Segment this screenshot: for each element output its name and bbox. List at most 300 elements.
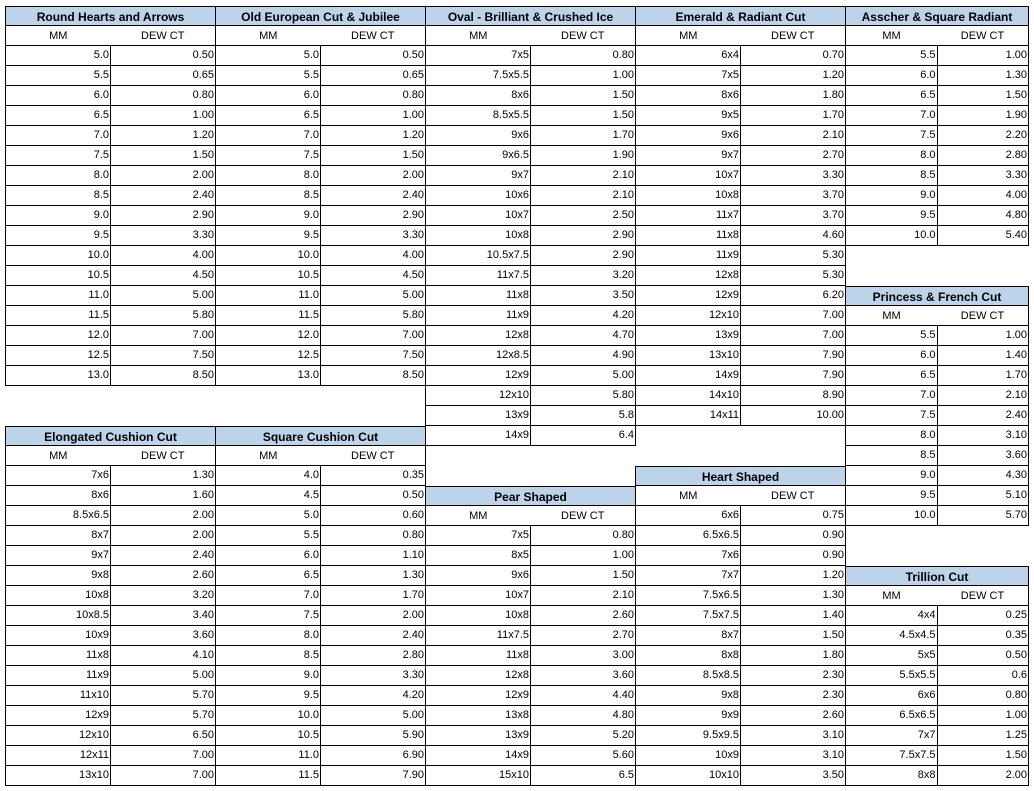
cell-dew-ct: 3.60 [192, 629, 214, 641]
cell-dew-ct: 2.40 [192, 549, 214, 561]
table-body [845, 46, 1029, 246]
cell-mm: 13x8 [426, 706, 531, 725]
cell-dew-ct: 0.80 [612, 529, 634, 541]
table-row [426, 106, 635, 126]
column-header-dew-ct: DEW CT [561, 30, 605, 42]
cell-dew-ct: 1.10 [402, 549, 424, 561]
cell-mm: 12.5 [6, 346, 111, 365]
table-row [636, 586, 845, 606]
column-header-dew-ct: DEW CT [960, 30, 1005, 42]
column-header-row [845, 586, 1029, 606]
table-row [426, 326, 635, 346]
cell-mm: 9x6 [426, 126, 531, 145]
cell-dew-ct: 2.80 [402, 649, 424, 661]
cell-dew-ct: 0.65 [192, 69, 214, 81]
cell-mm: 11.0 [216, 286, 321, 305]
cell-dew-ct: 3.50 [822, 769, 844, 781]
table-row [846, 506, 1028, 526]
table-row [846, 86, 1028, 106]
cell-dew-ct: 4.40 [612, 689, 634, 701]
table-body [845, 326, 1029, 526]
cell-mm: 7x5 [426, 526, 531, 545]
cell-dew-ct: 1.90 [612, 149, 634, 161]
table-row [636, 546, 845, 566]
table-row [426, 406, 635, 426]
table-row [6, 226, 215, 246]
table-row [6, 366, 215, 386]
table-row [6, 746, 215, 766]
table-row [6, 546, 215, 566]
cell-dew-ct: 2.10 [612, 189, 634, 201]
table-row [6, 506, 215, 526]
cell-mm: 6x4 [636, 46, 741, 65]
cell-mm: 7.5x5.5 [426, 66, 531, 85]
cell-mm: 6x6 [636, 506, 741, 525]
cell-mm: 10x10 [636, 766, 741, 785]
table-row [6, 266, 215, 286]
cell-dew-ct: 7.00 [822, 329, 844, 341]
table-row [426, 286, 635, 306]
cell-mm: 14x9 [426, 746, 531, 765]
table-emerald [635, 6, 846, 426]
cell-mm: 8.5 [846, 166, 938, 185]
cell-dew-ct: 5.00 [612, 369, 634, 381]
column-header-row [5, 446, 216, 466]
cell-mm: 8.5 [846, 446, 938, 465]
cell-dew-ct: 5.10 [1005, 489, 1027, 501]
table-row [216, 246, 425, 266]
cell-dew-ct: 2.30 [822, 689, 844, 701]
cell-dew-ct: 8.90 [822, 389, 844, 401]
cell-dew-ct: 2.10 [822, 129, 844, 141]
table-row [846, 626, 1028, 646]
cell-dew-ct: 7.00 [192, 329, 214, 341]
cell-mm: 9.5 [846, 206, 938, 225]
table-row [846, 366, 1028, 386]
cell-mm: 5.0 [216, 506, 321, 525]
cell-dew-ct: 1.00 [612, 549, 634, 561]
cell-mm: 13x10 [636, 346, 741, 365]
column-header-row [635, 26, 846, 46]
cell-mm: 9.0 [216, 666, 321, 685]
cell-mm: 11x8 [636, 226, 741, 245]
cell-dew-ct: 7.00 [192, 769, 214, 781]
cell-dew-ct: 0.90 [822, 549, 844, 561]
cell-mm: 14x11 [636, 406, 741, 425]
table-title: Square Cushion Cut [215, 426, 426, 446]
cell-dew-ct: 2.40 [402, 189, 424, 201]
table-old-european [215, 6, 426, 386]
cell-dew-ct: 1.70 [822, 109, 844, 121]
table-row [636, 626, 845, 646]
table-row [6, 86, 215, 106]
cell-mm: 14x9 [426, 426, 531, 445]
cell-dew-ct: 3.30 [402, 229, 424, 241]
table-row [216, 86, 425, 106]
cell-dew-ct: 2.10 [612, 589, 634, 601]
table-row [846, 746, 1028, 766]
table-row [6, 486, 215, 506]
cell-mm: 6.5 [846, 86, 938, 105]
table-row [216, 266, 425, 286]
table-heart [635, 466, 846, 786]
table-row [426, 186, 635, 206]
table-title: Round Hearts and Arrows [5, 6, 216, 26]
cell-dew-ct: 7.00 [192, 749, 214, 761]
cell-mm: 8x5 [426, 546, 531, 565]
cell-mm: 12x10 [6, 726, 111, 745]
cell-mm: 9x5 [636, 106, 741, 125]
cell-mm: 8x6 [636, 86, 741, 105]
table-row [846, 126, 1028, 146]
table-body [845, 606, 1029, 786]
table-row [426, 266, 635, 286]
table-elongated-cushion [5, 426, 216, 786]
table-trillion [845, 566, 1029, 786]
cell-mm: 8.0 [6, 166, 111, 185]
table-row [426, 426, 635, 446]
cell-dew-ct: 0.60 [402, 509, 424, 521]
table-row [636, 66, 845, 86]
cell-dew-ct: 6.4 [618, 429, 634, 441]
cell-dew-ct: 2.00 [192, 529, 214, 541]
cell-mm: 7x5 [636, 66, 741, 85]
cell-mm: 15x10 [426, 766, 531, 785]
cell-dew-ct: 4.20 [612, 309, 634, 321]
cell-dew-ct: 1.30 [1005, 69, 1027, 81]
cell-mm: 9x9 [636, 706, 741, 725]
cell-dew-ct: 4.80 [612, 709, 634, 721]
table-row [636, 126, 845, 146]
table-row [636, 706, 845, 726]
table-row [6, 666, 215, 686]
cell-dew-ct: 2.50 [612, 209, 634, 221]
column-header-row [635, 486, 846, 506]
cell-mm: 10.0 [216, 706, 321, 725]
table-row [426, 606, 635, 626]
cell-dew-ct: 0.80 [612, 49, 634, 61]
table-row [6, 566, 215, 586]
cell-mm: 6.5 [216, 566, 321, 585]
cell-mm: 8.5x5.5 [426, 106, 531, 125]
table-body [635, 506, 846, 786]
table-body [425, 526, 636, 786]
cell-dew-ct: 5.70 [192, 689, 214, 701]
cell-mm: 7x7 [846, 726, 938, 745]
cell-dew-ct: 7.50 [402, 349, 424, 361]
cell-mm: 11x10 [6, 686, 111, 705]
cell-dew-ct: 2.40 [1005, 409, 1027, 421]
cell-mm: 12x10 [636, 306, 741, 325]
column-header-dew-ct: DEW CT [351, 450, 395, 462]
table-row [636, 746, 845, 766]
cell-dew-ct: 1.20 [192, 129, 214, 141]
table-row [846, 486, 1028, 506]
cell-mm: 10.0 [846, 506, 938, 525]
table-row [846, 446, 1028, 466]
cell-mm: 8x6 [6, 486, 111, 505]
cell-dew-ct: 4.50 [192, 269, 214, 281]
cell-mm: 10x9 [636, 746, 741, 765]
table-row [426, 546, 635, 566]
cell-mm: 7x6 [6, 466, 111, 485]
cell-dew-ct: 1.60 [192, 489, 214, 501]
cell-dew-ct: 2.40 [192, 189, 214, 201]
cell-dew-ct: 4.30 [1005, 469, 1027, 481]
cell-dew-ct: 4.70 [612, 329, 634, 341]
cell-dew-ct: 5.30 [822, 249, 844, 261]
cell-mm: 5.0 [6, 46, 111, 65]
table-row [216, 106, 425, 126]
cell-dew-ct: 0.50 [402, 489, 424, 501]
table-row [846, 166, 1028, 186]
cell-mm: 8x8 [846, 766, 938, 785]
cell-dew-ct: 7.90 [822, 369, 844, 381]
table-row [6, 346, 215, 366]
cell-mm: 8x7 [6, 526, 111, 545]
table-row [216, 306, 425, 326]
cell-dew-ct: 8.50 [402, 369, 424, 381]
cell-dew-ct: 2.60 [612, 609, 634, 621]
table-title: Pear Shaped [425, 486, 636, 506]
table-row [846, 346, 1028, 366]
cell-dew-ct: 6.90 [402, 749, 424, 761]
cell-mm: 9.5 [216, 226, 321, 245]
table-row [636, 286, 845, 306]
table-title: Asscher & Square Radiant [845, 6, 1029, 26]
cell-mm: 10.0 [846, 226, 938, 245]
table-body [5, 466, 216, 786]
cell-mm: 6.5 [846, 366, 938, 385]
cell-mm: 12x11 [6, 746, 111, 765]
cell-mm: 7.5 [846, 406, 938, 425]
cell-dew-ct: 1.00 [1005, 709, 1027, 721]
table-row [846, 326, 1028, 346]
table-row [636, 306, 845, 326]
cell-mm: 14x10 [636, 386, 741, 405]
cell-dew-ct: 1.00 [1005, 329, 1027, 341]
cell-dew-ct: 4.90 [612, 349, 634, 361]
column-header-row [845, 306, 1029, 326]
cell-dew-ct: 0.50 [1005, 649, 1027, 661]
table-title: Princess & French Cut [845, 286, 1029, 306]
cell-dew-ct: 1.00 [612, 69, 634, 81]
table-asscher [845, 6, 1029, 246]
cell-dew-ct: 7.50 [192, 349, 214, 361]
table-title: Elongated Cushion Cut [5, 426, 216, 446]
cell-mm: 12.0 [6, 326, 111, 345]
table-row [216, 226, 425, 246]
cell-dew-ct: 0.6 [1011, 669, 1027, 681]
cell-mm: 5.5 [846, 46, 938, 65]
cell-dew-ct: 1.50 [192, 149, 214, 161]
table-row [636, 526, 845, 546]
cell-dew-ct: 2.00 [402, 609, 424, 621]
cell-mm: 9.5 [6, 226, 111, 245]
cell-mm: 8.0 [216, 166, 321, 185]
cell-dew-ct: 5.90 [402, 729, 424, 741]
cell-mm: 6.0 [846, 346, 938, 365]
cell-dew-ct: 1.80 [822, 89, 844, 101]
cell-dew-ct: 1.30 [192, 469, 214, 481]
table-row [426, 206, 635, 226]
column-header-mm: MM [882, 310, 901, 322]
table-row [6, 466, 215, 486]
table-title: Oval - Brilliant & Crushed Ice [425, 6, 636, 26]
table-row [636, 206, 845, 226]
column-header-dew-ct: DEW CT [141, 450, 185, 462]
table-row [426, 86, 635, 106]
cell-mm: 4.5x4.5 [846, 626, 938, 645]
cell-mm: 11x7.5 [426, 626, 531, 645]
cell-dew-ct: 7.90 [822, 349, 844, 361]
table-row [6, 166, 215, 186]
table-title: Emerald & Radiant Cut [635, 6, 846, 26]
table-row [846, 226, 1028, 246]
cell-mm: 8x7 [636, 626, 741, 645]
cell-mm: 10x7 [426, 586, 531, 605]
cell-mm: 4.5 [216, 486, 321, 505]
table-row [636, 666, 845, 686]
cell-dew-ct: 0.25 [1005, 609, 1027, 621]
table-row [636, 506, 845, 526]
cell-dew-ct: 1.50 [612, 569, 634, 581]
table-row [846, 666, 1028, 686]
table-body [215, 466, 426, 786]
table-row [6, 526, 215, 546]
cell-dew-ct: 4.00 [192, 249, 214, 261]
cell-dew-ct: 1.70 [402, 589, 424, 601]
cell-mm: 5.5x5.5 [846, 666, 938, 685]
table-row [426, 226, 635, 246]
table-row [426, 666, 635, 686]
table-row [636, 766, 845, 786]
cell-dew-ct: 7.00 [402, 329, 424, 341]
table-row [6, 326, 215, 346]
cell-mm: 8.5 [216, 186, 321, 205]
cell-dew-ct: 2.30 [822, 669, 844, 681]
cell-dew-ct: 2.90 [612, 229, 634, 241]
cell-mm: 8.5 [216, 646, 321, 665]
cell-mm: 7.0 [216, 126, 321, 145]
cell-mm: 13x9 [426, 406, 531, 425]
cell-dew-ct: 7.90 [402, 769, 424, 781]
table-row [216, 726, 425, 746]
cell-mm: 8.0 [846, 146, 938, 165]
cell-mm: 5.5 [6, 66, 111, 85]
table-row [636, 566, 845, 586]
cell-mm: 6.0 [216, 546, 321, 565]
cell-mm: 9.0 [216, 206, 321, 225]
cell-mm: 5.5 [216, 66, 321, 85]
column-header-mm: MM [469, 30, 488, 42]
table-row [846, 686, 1028, 706]
table-row [846, 766, 1028, 786]
table-row [846, 426, 1028, 446]
table-row [426, 306, 635, 326]
table-row [846, 466, 1028, 486]
column-header-row [5, 26, 216, 46]
cell-mm: 11.5 [216, 306, 321, 325]
cell-mm: 12x9 [426, 366, 531, 385]
cell-dew-ct: 1.20 [402, 129, 424, 141]
table-row [426, 646, 635, 666]
cell-dew-ct: 1.30 [402, 569, 424, 581]
cell-mm: 4.0 [216, 466, 321, 485]
cell-mm: 5.5 [216, 526, 321, 545]
cell-mm: 11.5 [6, 306, 111, 325]
column-header-dew-ct: DEW CT [960, 590, 1005, 602]
cell-mm: 9.0 [6, 206, 111, 225]
cell-mm: 12x8.5 [426, 346, 531, 365]
table-row [636, 326, 845, 346]
cell-mm: 7.5 [6, 146, 111, 165]
table-row [636, 146, 845, 166]
table-row [426, 366, 635, 386]
cell-mm: 5.5 [846, 326, 938, 345]
table-row [426, 386, 635, 406]
table-row [216, 346, 425, 366]
cell-mm: 11.0 [216, 746, 321, 765]
table-oval [425, 6, 636, 446]
cell-dew-ct: 0.65 [402, 69, 424, 81]
table-row [6, 106, 215, 126]
cell-dew-ct: 5.20 [612, 729, 634, 741]
cell-mm: 13x9 [636, 326, 741, 345]
cell-dew-ct: 2.00 [1005, 769, 1027, 781]
cell-dew-ct: 1.00 [1005, 49, 1027, 61]
cell-dew-ct: 0.50 [192, 49, 214, 61]
cell-mm: 12x8 [426, 666, 531, 685]
cell-mm: 12x8 [636, 266, 741, 285]
column-header-dew-ct: DEW CT [561, 510, 605, 522]
cell-mm: 7.0 [6, 126, 111, 145]
table-row [426, 566, 635, 586]
cell-mm: 9x8 [636, 686, 741, 705]
cell-dew-ct: 4.00 [1005, 189, 1027, 201]
table-row [636, 226, 845, 246]
column-header-row [845, 26, 1029, 46]
cell-mm: 7.5 [216, 606, 321, 625]
table-title: Heart Shaped [635, 466, 846, 486]
cell-dew-ct: 2.90 [402, 209, 424, 221]
cell-dew-ct: 0.80 [402, 529, 424, 541]
column-header-mm: MM [49, 450, 68, 462]
cell-mm: 12x9 [6, 706, 111, 725]
cell-mm: 7.0 [846, 386, 938, 405]
cell-mm: 10x7 [426, 206, 531, 225]
cell-dew-ct: 3.00 [612, 649, 634, 661]
table-row [636, 366, 845, 386]
cell-mm: 11.5 [216, 766, 321, 785]
cell-mm: 11x7 [636, 206, 741, 225]
cell-mm: 11x9 [426, 306, 531, 325]
table-row [216, 666, 425, 686]
cell-dew-ct: 6.5 [618, 769, 634, 781]
cell-dew-ct: 5.80 [402, 309, 424, 321]
column-header-mm: MM [259, 30, 278, 42]
cell-dew-ct: 3.10 [822, 729, 844, 741]
table-title: Trillion Cut [845, 566, 1029, 586]
cell-dew-ct: 5.80 [612, 389, 634, 401]
table-row [426, 346, 635, 366]
cell-dew-ct: 5.30 [822, 269, 844, 281]
table-row [636, 46, 845, 66]
cell-mm: 10x8 [636, 186, 741, 205]
cell-mm: 9x7 [636, 146, 741, 165]
table-row [216, 466, 425, 486]
cell-dew-ct: 2.10 [1005, 389, 1027, 401]
